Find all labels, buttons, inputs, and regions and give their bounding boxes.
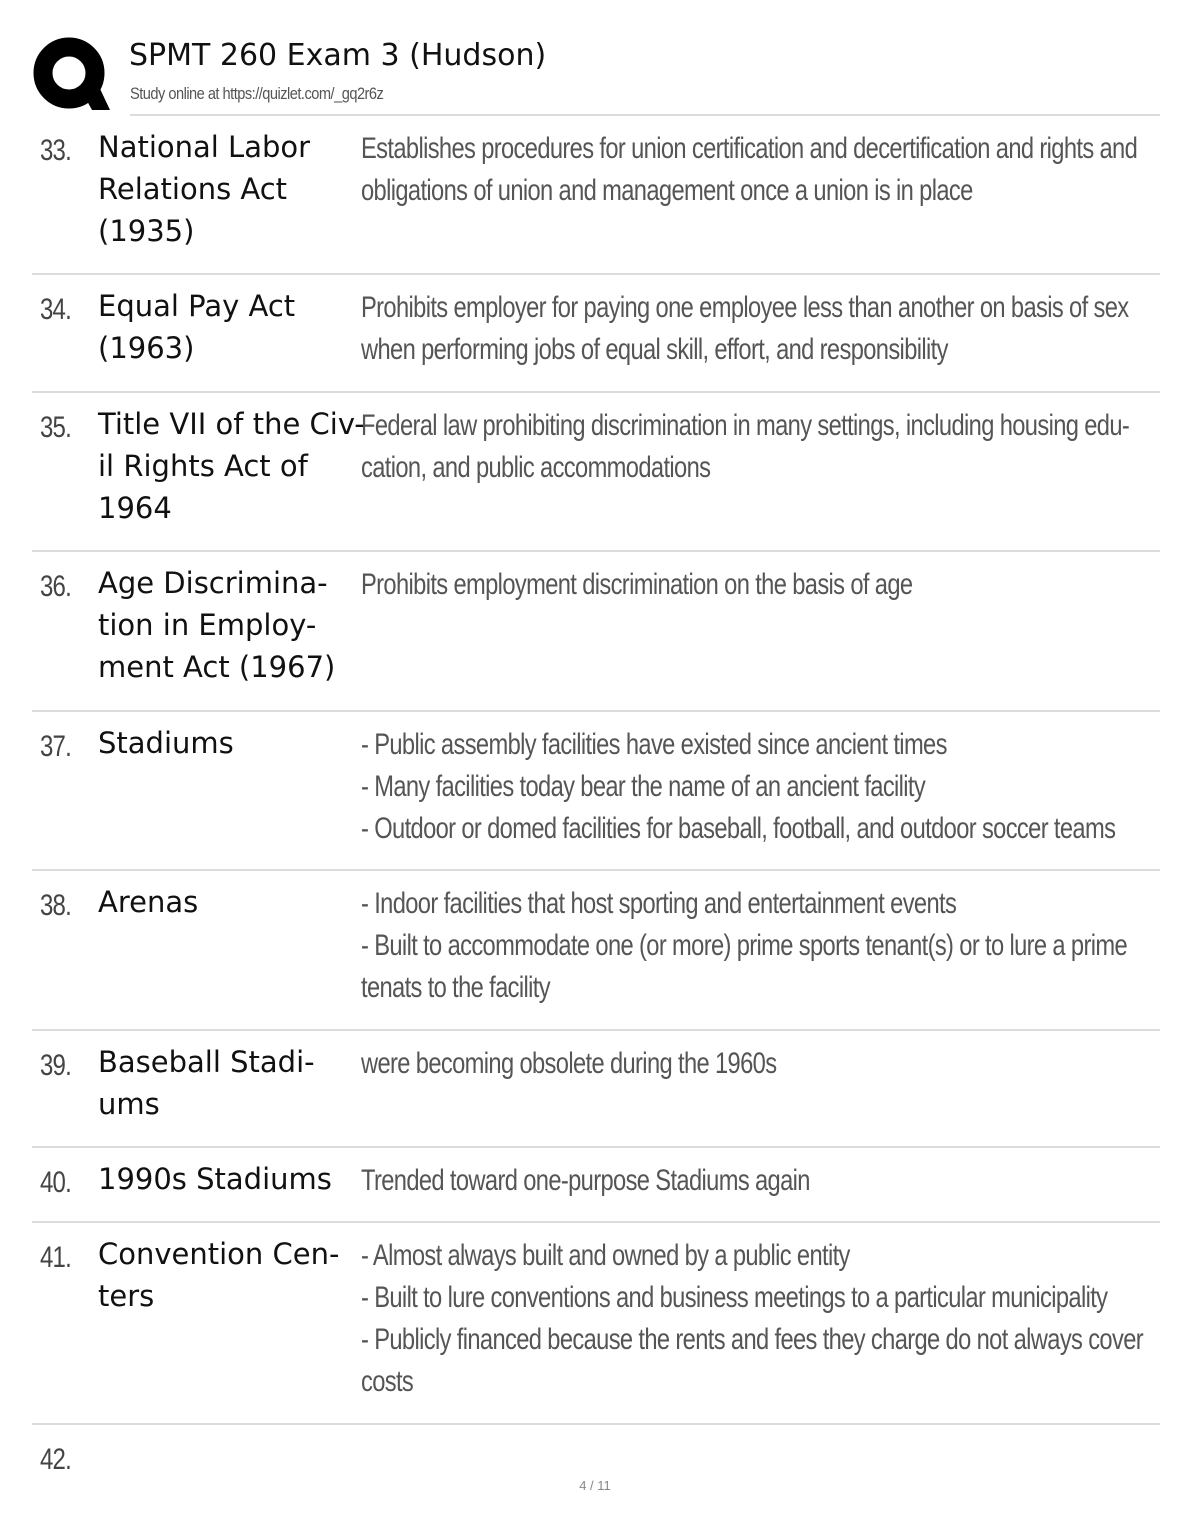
card-definition-line: Federal law prohibiting discrimination in many settings, including housing edu- xyxy=(361,409,1130,442)
flashcard-row xyxy=(32,871,1160,1031)
card-definition xyxy=(361,405,1159,489)
card-definition-line: Establishes procedures for union certification and decertification and rights and xyxy=(361,132,1138,165)
card-term xyxy=(98,1233,360,1317)
card-definition-line: - Built to lure conventions and business meetings to a particular municipality xyxy=(361,1281,1108,1314)
card-term-line: ums xyxy=(98,1087,160,1121)
card-term-line: Title VII of the Civ- xyxy=(98,407,365,441)
card-term-line: National Labor xyxy=(98,130,311,164)
card-term-line: Baseball Stadi- xyxy=(98,1045,315,1079)
card-definition xyxy=(361,1160,1159,1202)
card-term-line: ment Act (1967) xyxy=(98,650,336,684)
card-number: 36. xyxy=(40,570,71,603)
flashcard-row xyxy=(32,712,1160,871)
card-term-line: (1963) xyxy=(98,331,195,365)
card-number: 35. xyxy=(40,411,71,444)
card-definition-line: were becoming obsolete during the 1960s xyxy=(361,1047,777,1080)
card-term-line: (1935) xyxy=(98,214,195,248)
flashcard-row xyxy=(32,1031,1160,1148)
card-definition-line: - Indoor facilities that host sporting and entertainment events xyxy=(361,887,957,920)
card-definition-line: - Publicly financed because the rents and fees they charge do not always cover xyxy=(361,1323,1144,1356)
card-term-line: Relations Act xyxy=(98,172,288,206)
flashcard-row xyxy=(32,393,1160,552)
card-term xyxy=(98,1158,360,1200)
quizlet-logo-icon xyxy=(32,36,110,110)
card-definition-line: cation, and public accommodations xyxy=(361,451,711,484)
card-number: 41. xyxy=(40,1241,71,1274)
flashcard-list xyxy=(32,116,1160,1495)
card-number: 42. xyxy=(40,1443,71,1476)
card-definition-line: - Public assembly facilities have existed since ancient times xyxy=(361,728,947,761)
card-term xyxy=(98,562,360,688)
flashcard-row xyxy=(32,116,1160,275)
card-term xyxy=(98,285,360,369)
card-definition-line: when performing jobs of equal skill, effort, and responsibility xyxy=(361,333,948,366)
card-term xyxy=(98,1041,360,1125)
page-title: SPMT 260 Exam 3 (Hudson) xyxy=(129,38,547,73)
card-term-line: 1964 xyxy=(98,491,172,525)
flashcard-row xyxy=(32,552,1160,712)
page-header xyxy=(32,30,1160,114)
card-definition xyxy=(361,724,1159,850)
card-definition-line: - Almost always built and owned by a public entity xyxy=(361,1239,850,1272)
flashcard-row xyxy=(32,275,1160,393)
card-term xyxy=(98,403,365,529)
card-definition-line: - Many facilities today bear the name of an ancient facility xyxy=(361,770,926,803)
card-definition-line: Prohibits employment discrimination on the basis of age xyxy=(361,568,913,601)
card-term-line: 1990s Stadiums xyxy=(98,1162,332,1196)
flashcard-row xyxy=(32,1148,1160,1223)
card-term-line: Convention Cen- xyxy=(98,1237,340,1271)
card-number: 40. xyxy=(40,1166,71,1199)
card-number: 37. xyxy=(40,730,71,763)
card-definition-line: - Built to accommodate one (or more) prime sports tenant(s) or to lure a prime xyxy=(361,929,1128,962)
card-definition-line: Trended toward one-purpose Stadiums again xyxy=(361,1164,810,1197)
page-number: 4 / 11 xyxy=(579,1478,611,1493)
card-term-line: ters xyxy=(98,1279,155,1313)
card-definition-line: Prohibits employer for paying one employee less than another on basis of sex xyxy=(361,291,1129,324)
card-term-line: Equal Pay Act xyxy=(98,289,296,323)
card-term-line: Stadiums xyxy=(98,726,234,760)
study-online-link-text: Study online at https://quizlet.com/_gq2r6z xyxy=(130,84,384,103)
card-number: 33. xyxy=(40,134,71,167)
card-definition xyxy=(361,564,1159,606)
card-definition xyxy=(361,1235,1159,1403)
card-term-line: tion in Employ- xyxy=(98,608,317,642)
card-term-line: Arenas xyxy=(98,885,199,919)
card-definition-line: obligations of union and management once a union is in place xyxy=(361,174,973,207)
card-definition xyxy=(361,128,1159,212)
card-definition-line: costs xyxy=(361,1365,414,1398)
card-term-line: il Rights Act of xyxy=(98,449,308,483)
card-number: 38. xyxy=(40,889,71,922)
card-definition-line: - Outdoor or domed facilities for baseball, football, and outdoor soccer teams xyxy=(361,812,1116,845)
card-number: 39. xyxy=(40,1049,71,1082)
card-definition xyxy=(361,883,1159,1009)
card-definition-line: tenats to the facility xyxy=(361,971,550,1004)
card-term xyxy=(98,881,360,923)
card-term xyxy=(98,722,360,764)
card-definition xyxy=(361,1043,1159,1085)
card-term xyxy=(98,126,360,252)
flashcard-row xyxy=(32,1223,1160,1425)
card-definition xyxy=(361,287,1159,371)
card-term-line: Age Discrimina- xyxy=(98,566,328,600)
card-number: 34. xyxy=(40,293,71,326)
